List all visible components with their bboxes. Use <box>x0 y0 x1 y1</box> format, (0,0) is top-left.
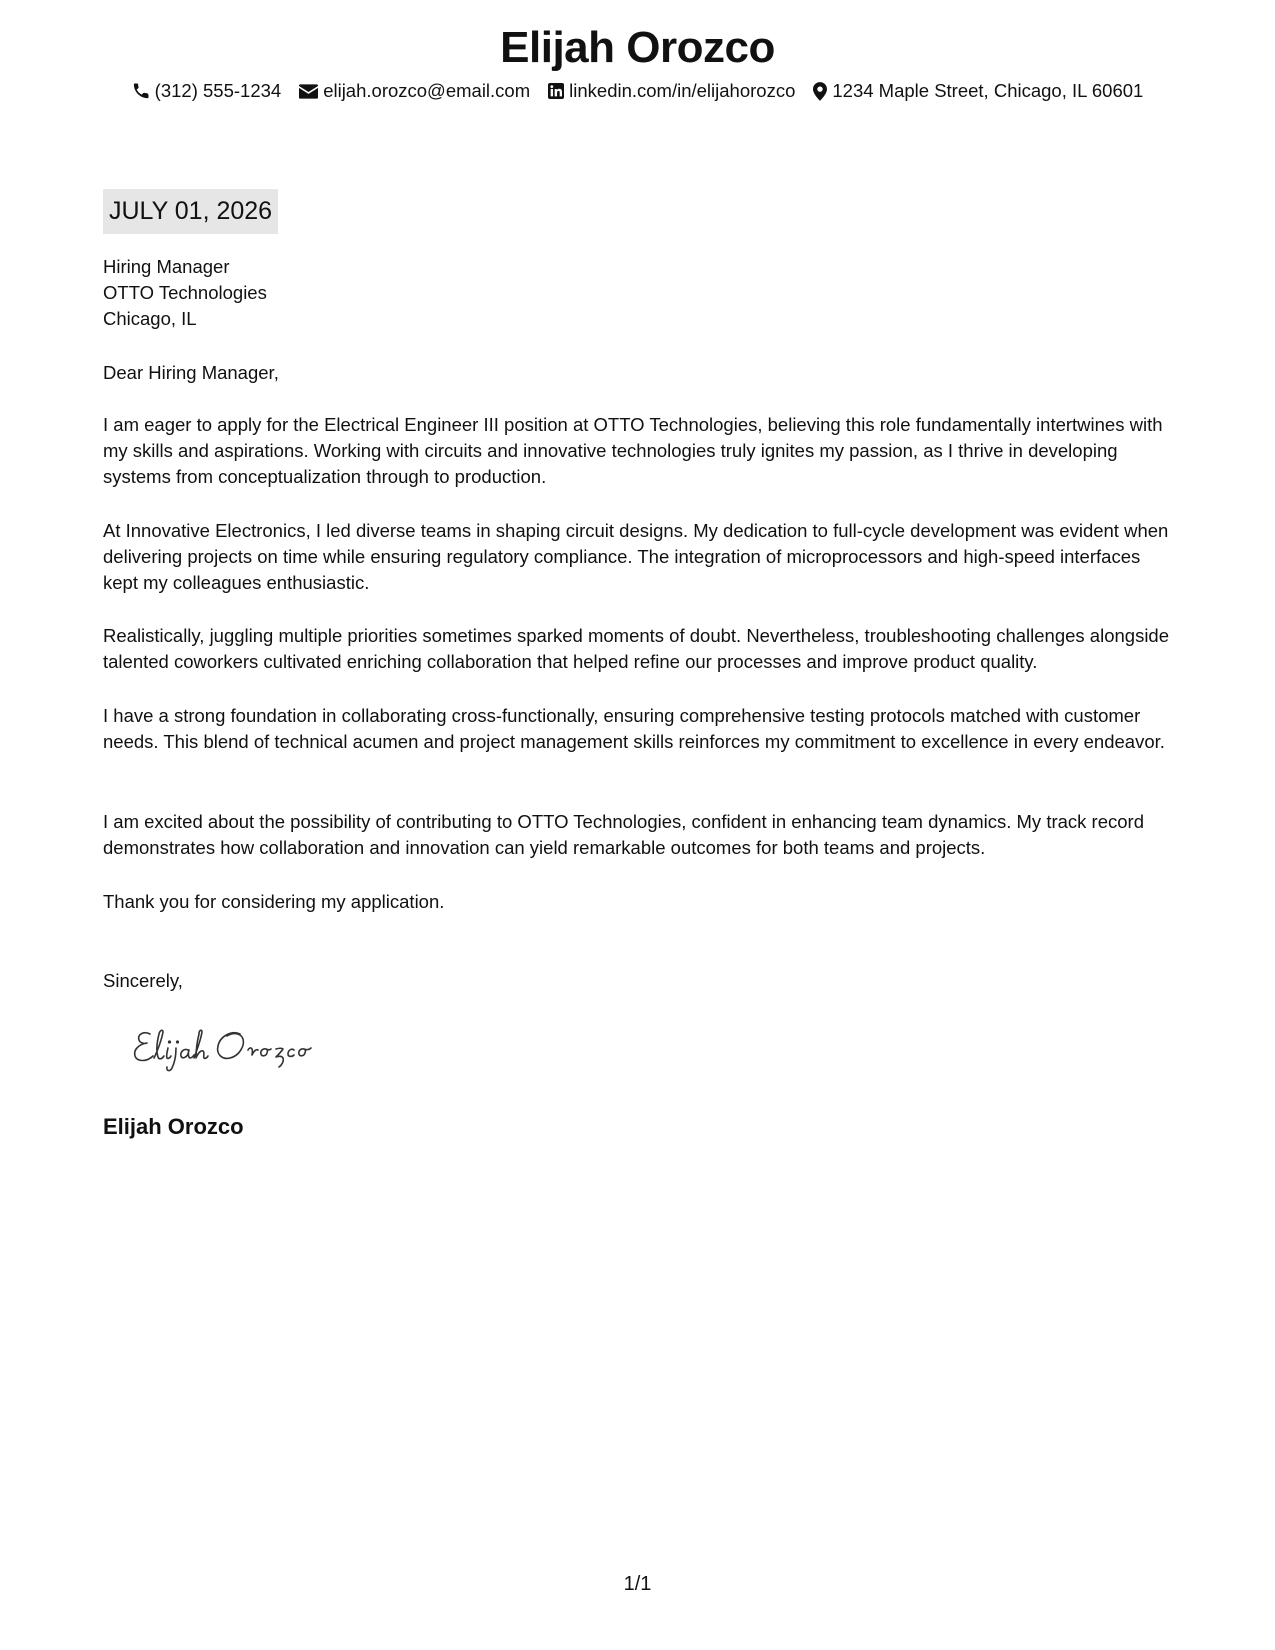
contact-info-row <box>0 78 1275 104</box>
map-pin-icon <box>813 82 827 101</box>
contact-email <box>299 78 530 104</box>
phone-icon <box>132 82 150 100</box>
body-paragraph: I am eager to apply for the Electrical Engineer III position at OTTO Technologies, believing this role fundamentally intertwines with my skills and aspirations. Working with circuits and innovative technologies truly ignites my passion, as I thrive in developing systems from conceptualization through to production. <box>103 414 1163 487</box>
phone-number[interactable]: (312) 555-1234 <box>154 80 282 101</box>
body-paragraph: Realistically, juggling multiple priorities sometimes sparked moments of doubt. Nevertheless, troubleshooting challenges alongside talented coworkers cultivated enriching collaboration that helped refine our processes and improve product quality. <box>103 625 1170 672</box>
email-address[interactable]: elijah.orozco@email.com <box>323 80 531 101</box>
letter-date: JULY 01, 2026 <box>103 189 278 234</box>
thank-you-line: Thank you for considering my application. <box>103 891 445 912</box>
page-number: 1/1 <box>623 1573 652 1595</box>
linkedin-url[interactable]: linkedin.com/in/elijahorozco <box>569 80 796 101</box>
recipient-line: Hiring Manager <box>103 256 230 277</box>
body-paragraph: At Innovative Electronics, I led diverse teams in shaping circuit designs. My dedication to full-cycle development was evident when delivering projects on time while ensuring regulatory compliance. The integration of microprocessors and high-speed interfaces kept my colleagues enthusiastic. <box>103 520 1169 593</box>
recipient-line: OTTO Technologies <box>103 282 267 303</box>
envelope-icon <box>299 84 318 99</box>
recipient-block <box>103 254 1175 332</box>
contact-phone <box>132 78 282 104</box>
body-paragraph: I am excited about the possibility of contributing to OTTO Technologies, confident in enhancing team dynamics. My track record demonstrates how collaboration and innovation can yield remarkable outcomes for both teams and projects. <box>103 811 1144 858</box>
street-address: 1234 Maple Street, Chicago, IL 60601 <box>832 80 1144 101</box>
body-paragraph: I have a strong foundation in collaborating cross-functionally, ensuring comprehensive testing protocols matched with customer needs. This blend of technical acumen and project management skills reinforces my commitment to excellence in every endeavor. <box>103 705 1165 752</box>
recipient-line: Chicago, IL <box>103 308 197 329</box>
signed-name: Elijah Orozco <box>103 1114 244 1139</box>
handwritten-signature <box>128 1020 338 1078</box>
contact-linkedin <box>548 78 795 104</box>
contact-address <box>813 78 1143 104</box>
applicant-name-heading: Elijah Orozco <box>500 23 775 72</box>
closing-line: Sincerely, <box>103 970 183 991</box>
salutation: Dear Hiring Manager, <box>103 362 279 383</box>
linkedin-icon <box>548 83 564 99</box>
